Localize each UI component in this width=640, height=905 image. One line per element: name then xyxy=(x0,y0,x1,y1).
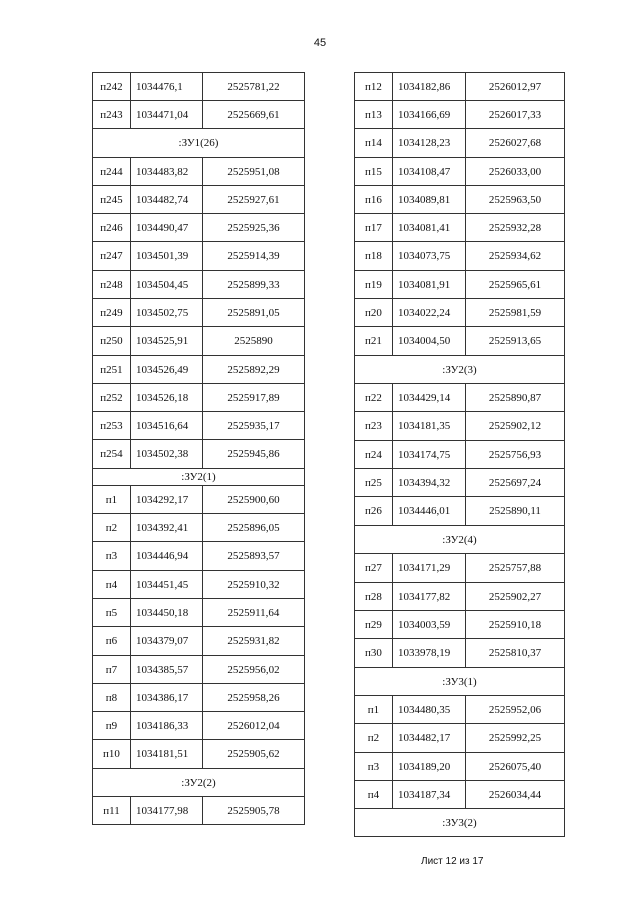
y-coordinate-cell: 2525890,11 xyxy=(466,497,565,526)
x-coordinate-cell: 1034516,64 xyxy=(131,412,203,440)
table-body-left xyxy=(93,73,305,825)
table-row xyxy=(93,440,305,469)
x-coordinate-cell: 1034446,01 xyxy=(393,497,466,526)
y-coordinate-cell: 2526027,68 xyxy=(466,129,565,158)
table-row xyxy=(93,797,305,825)
point-id-cell: п250 xyxy=(93,327,131,356)
y-coordinate-cell: 2525756,93 xyxy=(466,441,565,469)
point-id-cell: п5 xyxy=(93,599,131,627)
point-id-cell: п22 xyxy=(355,384,393,412)
section-title: :ЗУ3(1) xyxy=(355,668,565,696)
y-coordinate-cell: 2525890 xyxy=(203,327,305,356)
table-row xyxy=(355,384,565,412)
section-title: :ЗУ1(26) xyxy=(93,129,305,158)
point-id-cell: п244 xyxy=(93,158,131,186)
table-row xyxy=(93,412,305,440)
table-row xyxy=(355,73,565,101)
point-id-cell: п247 xyxy=(93,242,131,271)
point-id-cell: п7 xyxy=(93,656,131,684)
table-row xyxy=(93,158,305,186)
point-id-cell: п21 xyxy=(355,327,393,356)
section-title: :ЗУ2(4) xyxy=(355,526,565,554)
point-id-cell: п17 xyxy=(355,214,393,242)
y-coordinate-cell: 2525890,87 xyxy=(466,384,565,412)
y-coordinate-cell: 2525932,28 xyxy=(466,214,565,242)
y-coordinate-cell: 2525902,27 xyxy=(466,583,565,611)
y-coordinate-cell: 2525958,26 xyxy=(203,684,305,712)
point-id-cell: п4 xyxy=(93,571,131,599)
x-coordinate-cell: 1034379,07 xyxy=(131,627,203,656)
table-row xyxy=(355,101,565,129)
x-coordinate-cell: 1034292,17 xyxy=(131,486,203,514)
x-coordinate-cell: 1034181,51 xyxy=(131,740,203,769)
x-coordinate-cell: 1034073,75 xyxy=(393,242,466,271)
section-header-row xyxy=(93,469,305,486)
table-row xyxy=(355,441,565,469)
point-id-cell: п252 xyxy=(93,384,131,412)
table-row xyxy=(93,384,305,412)
y-coordinate-cell: 2525899,33 xyxy=(203,271,305,299)
table-row xyxy=(93,214,305,242)
table-row xyxy=(355,299,565,327)
y-coordinate-cell: 2526017,33 xyxy=(466,101,565,129)
y-coordinate-cell: 2525669,61 xyxy=(203,101,305,129)
x-coordinate-cell: 1034187,34 xyxy=(393,781,466,809)
section-title: :ЗУ2(3) xyxy=(355,356,565,384)
y-coordinate-cell: 2525965,61 xyxy=(466,271,565,299)
table-row xyxy=(93,656,305,684)
table-row xyxy=(93,740,305,769)
point-id-cell: п245 xyxy=(93,186,131,214)
y-coordinate-cell: 2525927,61 xyxy=(203,186,305,214)
point-id-cell: п246 xyxy=(93,214,131,242)
section-header-row xyxy=(93,769,305,797)
y-coordinate-cell: 2525963,50 xyxy=(466,186,565,214)
section-header-row xyxy=(355,668,565,696)
y-coordinate-cell: 2525992,25 xyxy=(466,724,565,753)
table-row xyxy=(355,583,565,611)
table-body-right xyxy=(355,73,565,837)
table-row xyxy=(355,412,565,441)
table-row xyxy=(93,542,305,571)
y-coordinate-cell: 2525892,29 xyxy=(203,356,305,384)
point-id-cell: п254 xyxy=(93,440,131,469)
section-header-row xyxy=(355,356,565,384)
y-coordinate-cell: 2525981,59 xyxy=(466,299,565,327)
y-coordinate-cell: 2525697,24 xyxy=(466,469,565,497)
table-row xyxy=(93,271,305,299)
point-id-cell: п10 xyxy=(93,740,131,769)
table-row xyxy=(355,214,565,242)
x-coordinate-cell: 1034003,59 xyxy=(393,611,466,639)
x-coordinate-cell: 1034182,86 xyxy=(393,73,466,101)
y-coordinate-cell: 2526034,44 xyxy=(466,781,565,809)
table-row xyxy=(355,611,565,639)
point-id-cell: п28 xyxy=(355,583,393,611)
x-coordinate-cell: 1034128,23 xyxy=(393,129,466,158)
x-coordinate-cell: 1034526,18 xyxy=(131,384,203,412)
x-coordinate-cell: 1034476,1 xyxy=(131,73,203,101)
coordinates-table-left xyxy=(92,72,305,825)
x-coordinate-cell: 1034392,41 xyxy=(131,514,203,542)
y-coordinate-cell: 2525905,78 xyxy=(203,797,305,825)
x-coordinate-cell: 1034525,91 xyxy=(131,327,203,356)
table-row xyxy=(355,242,565,271)
x-coordinate-cell: 1034081,41 xyxy=(393,214,466,242)
point-id-cell: п11 xyxy=(93,797,131,825)
table-row xyxy=(355,781,565,809)
section-title: :ЗУ3(2) xyxy=(355,809,565,837)
y-coordinate-cell: 2525810,37 xyxy=(466,639,565,668)
point-id-cell: п4 xyxy=(355,781,393,809)
point-id-cell: п248 xyxy=(93,271,131,299)
x-coordinate-cell: 1034177,82 xyxy=(393,583,466,611)
point-id-cell: п8 xyxy=(93,684,131,712)
point-id-cell: п18 xyxy=(355,242,393,271)
table-row xyxy=(355,271,565,299)
x-coordinate-cell: 1034177,98 xyxy=(131,797,203,825)
table-row xyxy=(93,73,305,101)
x-coordinate-cell: 1034189,20 xyxy=(393,753,466,781)
table-row xyxy=(355,639,565,668)
coordinates-table-right xyxy=(354,72,565,837)
y-coordinate-cell: 2526012,97 xyxy=(466,73,565,101)
table-row xyxy=(355,753,565,781)
point-id-cell: п19 xyxy=(355,271,393,299)
table-row xyxy=(93,571,305,599)
section-header-row xyxy=(93,129,305,158)
x-coordinate-cell: 1034394,32 xyxy=(393,469,466,497)
point-id-cell: п25 xyxy=(355,469,393,497)
table-row xyxy=(93,101,305,129)
table-row xyxy=(355,724,565,753)
table-row xyxy=(93,242,305,271)
y-coordinate-cell: 2525925,36 xyxy=(203,214,305,242)
table-row xyxy=(93,299,305,327)
point-id-cell: п14 xyxy=(355,129,393,158)
point-id-cell: п24 xyxy=(355,441,393,469)
y-coordinate-cell: 2525931,82 xyxy=(203,627,305,656)
y-coordinate-cell: 2525896,05 xyxy=(203,514,305,542)
y-coordinate-cell: 2525910,32 xyxy=(203,571,305,599)
x-coordinate-cell: 1034004,50 xyxy=(393,327,466,356)
point-id-cell: п30 xyxy=(355,639,393,668)
table-row xyxy=(93,486,305,514)
table-row xyxy=(355,129,565,158)
y-coordinate-cell: 2525913,65 xyxy=(466,327,565,356)
point-id-cell: п27 xyxy=(355,554,393,583)
x-coordinate-cell: 1034174,75 xyxy=(393,441,466,469)
y-coordinate-cell: 2525917,89 xyxy=(203,384,305,412)
x-coordinate-cell: 1034081,91 xyxy=(393,271,466,299)
y-coordinate-cell: 2525914,39 xyxy=(203,242,305,271)
y-coordinate-cell: 2525757,88 xyxy=(466,554,565,583)
x-coordinate-cell: 1034482,17 xyxy=(393,724,466,753)
x-coordinate-cell: 1034022,24 xyxy=(393,299,466,327)
y-coordinate-cell: 2525891,05 xyxy=(203,299,305,327)
table-row xyxy=(355,186,565,214)
x-coordinate-cell: 1034490,47 xyxy=(131,214,203,242)
point-id-cell: п3 xyxy=(93,542,131,571)
y-coordinate-cell: 2525910,18 xyxy=(466,611,565,639)
x-coordinate-cell: 1034526,49 xyxy=(131,356,203,384)
point-id-cell: п13 xyxy=(355,101,393,129)
x-coordinate-cell: 1034108,47 xyxy=(393,158,466,186)
point-id-cell: п26 xyxy=(355,497,393,526)
y-coordinate-cell: 2526075,40 xyxy=(466,753,565,781)
y-coordinate-cell: 2525951,08 xyxy=(203,158,305,186)
y-coordinate-cell: 2525952,06 xyxy=(466,696,565,724)
point-id-cell: п1 xyxy=(93,486,131,514)
point-id-cell: п3 xyxy=(355,753,393,781)
y-coordinate-cell: 2525905,62 xyxy=(203,740,305,769)
point-id-cell: п251 xyxy=(93,356,131,384)
point-id-cell: п243 xyxy=(93,101,131,129)
table-row xyxy=(355,554,565,583)
table-row xyxy=(93,599,305,627)
x-coordinate-cell: 1034386,17 xyxy=(131,684,203,712)
point-id-cell: п29 xyxy=(355,611,393,639)
point-id-cell: п6 xyxy=(93,627,131,656)
x-coordinate-cell: 1034480,35 xyxy=(393,696,466,724)
y-coordinate-cell: 2525956,02 xyxy=(203,656,305,684)
point-id-cell: п2 xyxy=(93,514,131,542)
section-title: :ЗУ2(2) xyxy=(93,769,305,797)
page-number: 45 xyxy=(313,37,327,49)
x-coordinate-cell: 1034502,38 xyxy=(131,440,203,469)
section-title: :ЗУ2(1) xyxy=(93,469,305,486)
x-coordinate-cell: 1034482,74 xyxy=(131,186,203,214)
point-id-cell: п1 xyxy=(355,696,393,724)
y-coordinate-cell: 2525935,17 xyxy=(203,412,305,440)
section-header-row xyxy=(355,526,565,554)
table-row xyxy=(93,514,305,542)
point-id-cell: п9 xyxy=(93,712,131,740)
point-id-cell: п242 xyxy=(93,73,131,101)
point-id-cell: п16 xyxy=(355,186,393,214)
x-coordinate-cell: 1034502,75 xyxy=(131,299,203,327)
point-id-cell: п23 xyxy=(355,412,393,441)
y-coordinate-cell: 2525945,86 xyxy=(203,440,305,469)
x-coordinate-cell: 1034166,69 xyxy=(393,101,466,129)
y-coordinate-cell: 2525934,62 xyxy=(466,242,565,271)
y-coordinate-cell: 2526012,04 xyxy=(203,712,305,740)
x-coordinate-cell: 1034429,14 xyxy=(393,384,466,412)
y-coordinate-cell: 2525900,60 xyxy=(203,486,305,514)
table-row xyxy=(93,684,305,712)
x-coordinate-cell: 1034450,18 xyxy=(131,599,203,627)
table-row xyxy=(93,627,305,656)
table-row xyxy=(93,712,305,740)
point-id-cell: п15 xyxy=(355,158,393,186)
table-row xyxy=(355,469,565,497)
x-coordinate-cell: 1034451,45 xyxy=(131,571,203,599)
table-row xyxy=(355,327,565,356)
table-row xyxy=(93,186,305,214)
x-coordinate-cell: 1034471,04 xyxy=(131,101,203,129)
point-id-cell: п2 xyxy=(355,724,393,753)
x-coordinate-cell: 1034385,57 xyxy=(131,656,203,684)
x-coordinate-cell: 1034446,94 xyxy=(131,542,203,571)
x-coordinate-cell: 1033978,19 xyxy=(393,639,466,668)
y-coordinate-cell: 2525893,57 xyxy=(203,542,305,571)
x-coordinate-cell: 1034483,82 xyxy=(131,158,203,186)
point-id-cell: п20 xyxy=(355,299,393,327)
x-coordinate-cell: 1034504,45 xyxy=(131,271,203,299)
table-row xyxy=(93,327,305,356)
y-coordinate-cell: 2526033,00 xyxy=(466,158,565,186)
x-coordinate-cell: 1034186,33 xyxy=(131,712,203,740)
x-coordinate-cell: 1034501,39 xyxy=(131,242,203,271)
x-coordinate-cell: 1034171,29 xyxy=(393,554,466,583)
point-id-cell: п249 xyxy=(93,299,131,327)
table-row xyxy=(93,356,305,384)
y-coordinate-cell: 2525902,12 xyxy=(466,412,565,441)
sheet-footer: Лист 12 из 17 xyxy=(421,856,484,867)
x-coordinate-cell: 1034181,35 xyxy=(393,412,466,441)
table-row xyxy=(355,497,565,526)
table-row xyxy=(355,158,565,186)
y-coordinate-cell: 2525911,64 xyxy=(203,599,305,627)
point-id-cell: п253 xyxy=(93,412,131,440)
section-header-row xyxy=(355,809,565,837)
x-coordinate-cell: 1034089,81 xyxy=(393,186,466,214)
point-id-cell: п12 xyxy=(355,73,393,101)
table-row xyxy=(355,696,565,724)
y-coordinate-cell: 2525781,22 xyxy=(203,73,305,101)
